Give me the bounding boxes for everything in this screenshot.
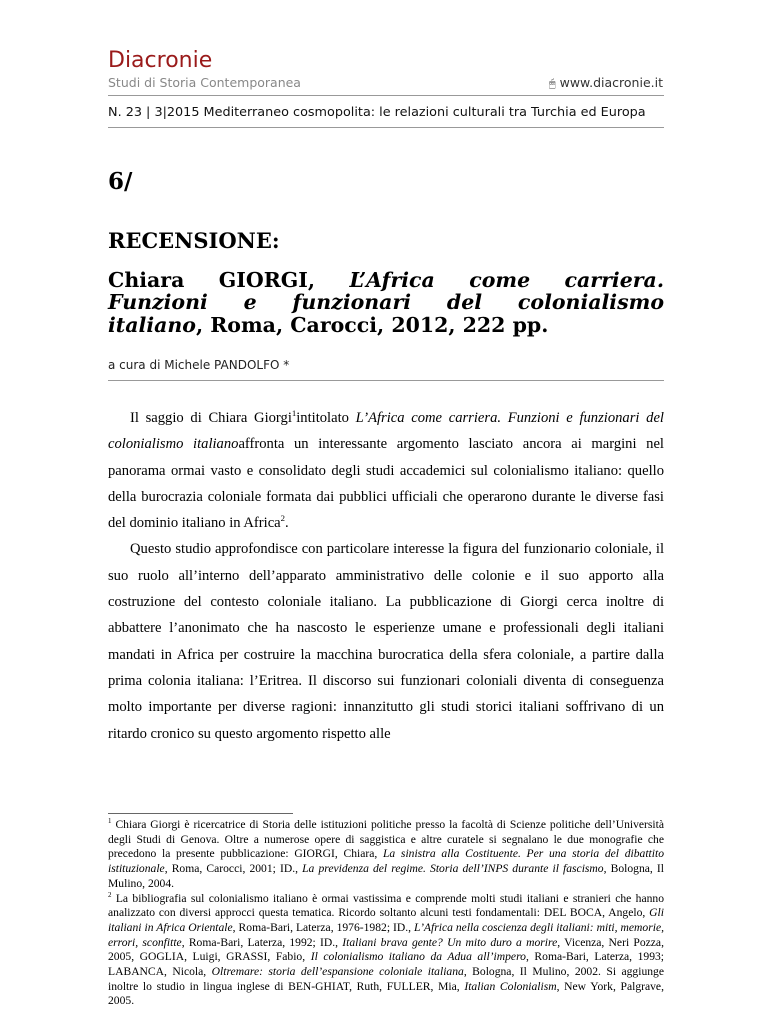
title-line-3: italiano, Roma, Carocci, 2012, 222 pp. (108, 313, 549, 337)
issue-line: N. 23 | 3|2015 Mediterraneo cosmopolita: le relazioni culturali tra Turchia ed Europa (108, 105, 646, 120)
footnote-2: $^2$ La bibliografia sul colonialismo italiano è ormai vastissima e comprende molti studi italiani e stranieri che hanno analizzato con diversi approcci questa tematica. Ricordo soltanto alcuni testi fondamentali: DEL BOCA, Angelo, Gli italiani in Africa Orientale, Roma-Bari, Laterza, 1976-1982; ID., L’Africa nella coscienza degli italiani: miti, memorie, errori, sconfitte, Roma-Bari, Laterza, 1992; ID., Italiani brava gente? Un mito duro a morire, Vicenza, Neri Pozza, 2005, GOGLIA, Luigi, GRASSI, Fabio, Il colonialismo italiano da Adua all’impero, Roma-Bari, Laterza, 1993; LABANCA, Nicola, Oltremare: storia dell’espansione coloniale italiana, Bologna, Il Mulino, 2002. Si aggiunge inoltre lo studio in lingua inglese di BEN-GHIAT, Ruth, FULLER, Mia, Italian Colonialism, New York, Palgrave, 2005. (108, 890, 665, 1008)
title-line-2-visible (108, 290, 664, 314)
footnote-1: $^1$ Chiara Giorgi è ricercatrice di Storia delle istituzioni politiche presso la facoltà di Scienze politiche dell’Università degli Studi di Genova. Oltre a numerose opere di saggistica e altre curatele si segnalano le due monografie che precedono la presente pubblicazione: GIORGI, Chiara, La sinistra alla Costituente. Per una storia del dibattito istituzionale, Roma, Carocci, 2001; ID., La previdenza del regime. Storia dell’INPS durante il fascismo, Bologna, Il Mulino, 2004. (108, 817, 664, 890)
article-number: 6/ (108, 168, 133, 195)
title-word: Funzioni (108, 290, 208, 314)
title-word: funzionari (292, 290, 412, 314)
title-word: carriera. (564, 268, 664, 292)
journal-subtitle: Studi di Storia Contemporanea (108, 75, 301, 90)
paragraph: Il saggio di Chiara Giorgi$^1$intitolato L’Africa come carriera. Funzioni e funzionari del colonialismo italianoaffronta un interessante argomento lasciato ancora ai margini nel panorama ormai vasto e consolidato degli studi accademici sul colonialismo italiano: quello della burocrazia coloniale formata dai pubblici ufficiali che operarono durante le diverse fasi del dominio italiano in Africa$^2$. (108, 408, 664, 532)
header-divider (108, 95, 664, 96)
title-word: L’Africa (349, 268, 435, 292)
title-word: GIORGI, (218, 268, 316, 292)
title-word: Chiara (108, 268, 185, 292)
review-label: RECENSIONE: (108, 228, 280, 253)
footnotes (108, 818, 664, 1009)
journal-brand: Diacronie (108, 48, 213, 73)
paragraph: Questo studio approfondisce con particolare interesse la figura del funzionario coloniale, il suo ruolo all’interno dell’apparato amministrativo delle colonie e il suo apporto alla costruzione del contesto coloniale italiano. La pubblicazione di Giorgi cerca inoltre di abbattere l’anonimato che ha nascosto le esperienze umane e professionali degli italiani mandati in Africa per costruire la macchina burocratica della sfera coloniale, a partire dalla prima colonia italiana: l’Eritrea. Il discorso sui funzionari coloniali diventa di conseguenza molto importante per diverse ragioni: innanzitutto gli studi storici italiani soffrivano di un ritardo cronico su questo argomento rispetto alle (108, 541, 664, 742)
article-body (108, 405, 664, 747)
website-link[interactable] (549, 75, 663, 91)
title-word: come (469, 268, 531, 292)
curator-divider (108, 380, 664, 381)
issue-divider (108, 127, 664, 128)
title-word: e (243, 290, 257, 314)
title-word: del (446, 290, 483, 314)
mouse-icon: 🖱︎ (549, 77, 556, 90)
footnote-divider (108, 813, 293, 814)
curator-line: a cura di Michele PANDOLFO * (108, 358, 290, 372)
footnote-ref[interactable]: 2 (280, 513, 286, 524)
website-url[interactable]: www.diacronie.it (559, 75, 663, 90)
footnote-ref[interactable]: 1 (291, 408, 297, 419)
title-line-1 (108, 268, 664, 292)
title-word: colonialismo (517, 290, 664, 314)
